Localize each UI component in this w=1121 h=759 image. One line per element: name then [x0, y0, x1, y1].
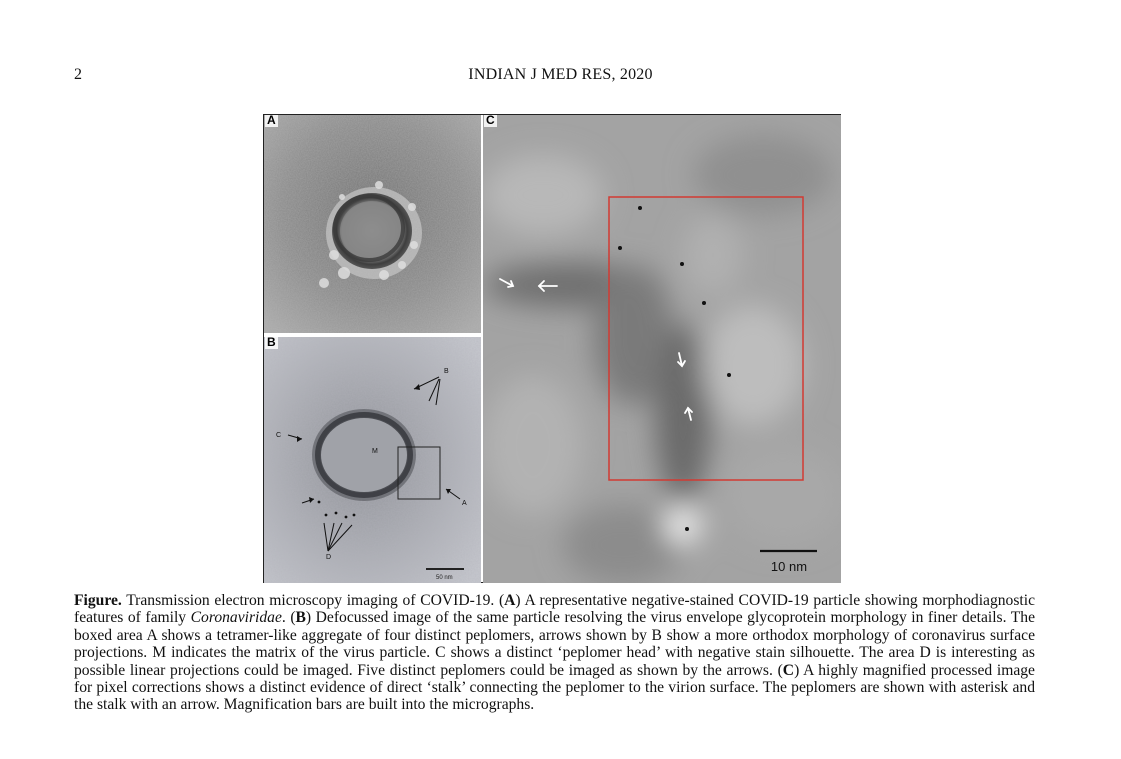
- panel-c-label: C: [486, 115, 495, 127]
- page-number: 2: [74, 66, 82, 83]
- caption-family-name: Coronaviridae: [190, 609, 282, 627]
- annotation-c: C: [276, 432, 282, 439]
- panel-b-micrograph: [264, 337, 481, 583]
- caption-figure-label: Figure.: [74, 592, 122, 609]
- caption-text-3: . (: [281, 609, 296, 627]
- panel-a-label: A: [267, 115, 276, 127]
- panel-a-micrograph: [264, 115, 481, 333]
- caption-text-4: ) Defocussed image of the same particle resolving the virus envelope glycoprotein morphology in finer details. The boxed area A shows a tetramer-like aggregate of four distinct peplomers, arrows shown by B show a more orthodox morphology of coronavirus surface projections. M indicates the matrix of the virus particle. C shows a distinct ‘peplomer head’ with negative stain silhouette. The area D is interesting as possible linear projections could be imaged. Five distinct peplomers could be imaged as shown by the arrows. (: [74, 609, 1035, 679]
- caption-c-label: C: [782, 661, 795, 679]
- annotation-a: A: [462, 500, 467, 507]
- caption-b-label: B: [295, 609, 306, 627]
- annotation-d: D: [326, 554, 332, 561]
- annotation-b: B: [444, 368, 449, 375]
- caption-text-2: ) A representative negative-stained COVID-19 particle showing morphodiagnostic features of family: [74, 592, 1035, 627]
- running-header: INDIAN J MED RES, 2020: [468, 66, 653, 83]
- panel-c-scale-label: 10 nm: [770, 559, 808, 574]
- annotation-m: M: [372, 448, 378, 455]
- caption-a-label: A: [504, 592, 516, 609]
- panel-c-micrograph: [483, 115, 841, 583]
- caption-text-5: ) A highly magnified processed image for pixel corrections shows a distinct evidence of direct ‘stalk’ connecting the peplomer to the virion surface. The peplomers are shown with asterisk and the stalk with an arrow. Magnification bars are built into the micrographs.: [74, 661, 1035, 714]
- caption-text-1: Transmission electron microscopy imaging of COVID-19. (: [121, 592, 505, 609]
- figure-caption: [74, 592, 1035, 714]
- panel-b-label: B: [267, 337, 276, 349]
- panel-b-scale-label: 50 nm: [436, 575, 453, 581]
- figure: [263, 114, 841, 583]
